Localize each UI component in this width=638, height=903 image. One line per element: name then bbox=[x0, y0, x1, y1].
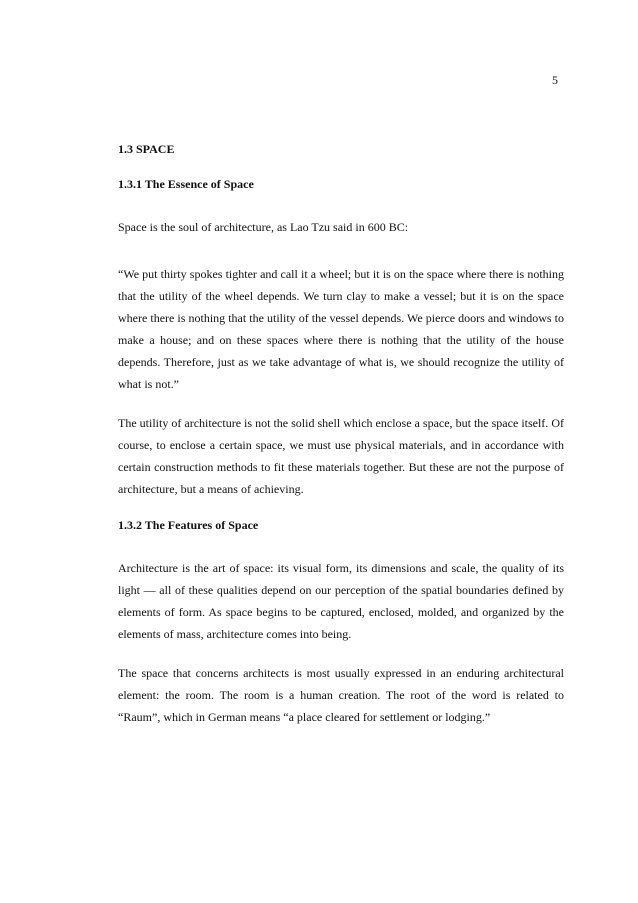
paragraph-intro: Space is the soul of architecture, as Lao Tzu said in 600 BC: bbox=[118, 220, 409, 234]
paragraph-art-of-space: Architecture is the art of space: its visual form, its dimensions and scale, the quality of its light — all of these qualities depend on our perception of the spatial boundaries defined by elements of form. As space begins to be captured, enclosed, molded, and organized by the elements of mass, architecture comes into being. bbox=[118, 561, 564, 641]
paragraph-utility: The utility of architecture is not the solid shell which enclose a space, but the space itself. Of course, to enclose a certain space, we must use physical materials, and in accordance with certain construction methods to fit these materials together. But these are not the purpose of architecture, but a means of achieving. bbox=[118, 416, 564, 496]
paragraph-quote: “We put thirty spokes tighter and call it a wheel; but it is on the space where there is nothing that the utility of the wheel depends. We turn clay to make a vessel; but it is on the space where there is nothing that the utility of the vessel depends. We pierce doors and windows to make a house; and on these spaces where there is nothing that the utility of the house depends. Therefore, just as we take advantage of what is, we should recognize the utility of what is not.” bbox=[118, 267, 564, 391]
subsection-heading-essence: 1.3.1 The Essence of Space bbox=[118, 177, 254, 191]
paragraph-room: The space that concerns architects is most usually expressed in an enduring architectural element: the room. The room is a human creation. The root of the word is related to “Raum”, which in German means “a place cleared for settlement or lodging.” bbox=[118, 666, 564, 724]
page-number: 5 bbox=[552, 73, 558, 87]
subsection-heading-features: 1.3.2 The Features of Space bbox=[118, 518, 259, 532]
section-heading: 1.3 SPACE bbox=[118, 142, 175, 156]
document-body bbox=[118, 142, 564, 728]
